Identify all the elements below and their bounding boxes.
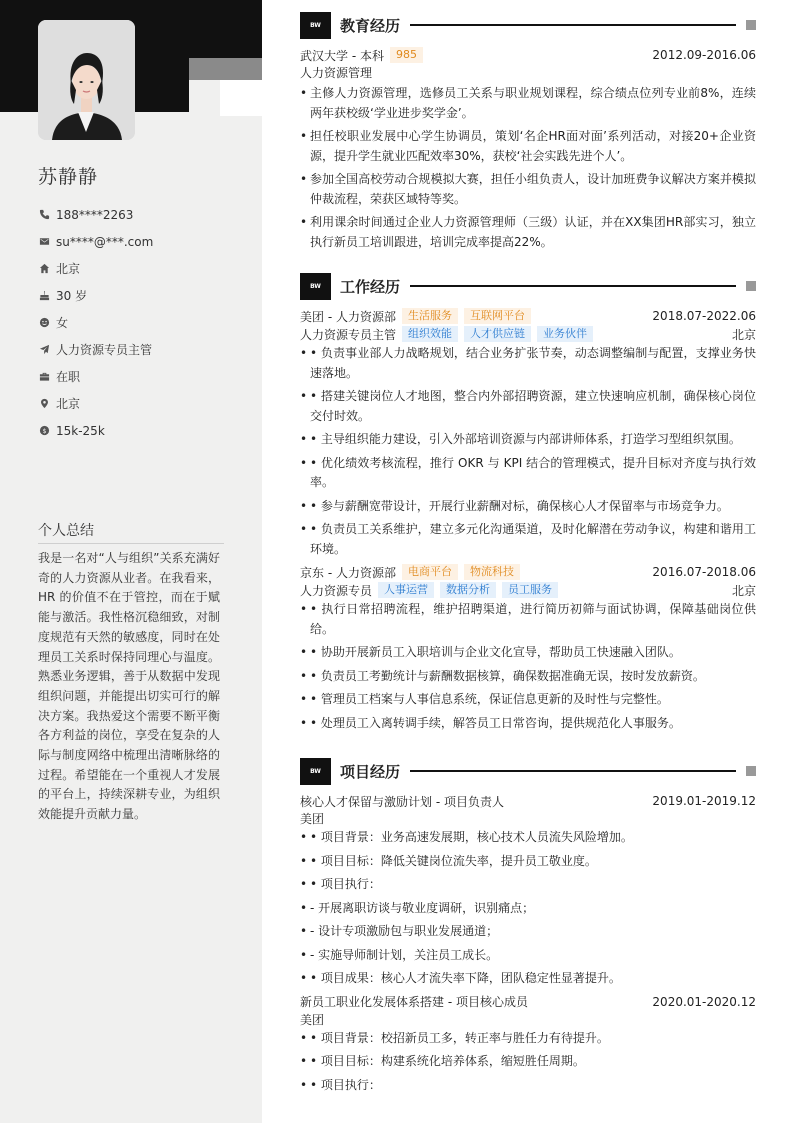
- summary-text: 我是一名对“人与组织”关系充满好奇的人力资源从业者。在我看来，HR 的价值不在于管控，而在于赋能与激活。我性格沉稳细致，对制度规范有天然的敏感度，同时在处理员工关系时保持同理心与温度。熟悉业务逻辑，善于从数据中发现组织问题，并能提出切实可行的解决方案。我热爱这个需要不断平衡各方利益的岗位，享受在复杂的人际与制度网络中梳理出清晰脉络的过程。希望能在一个重视人才发展的平台上，持续深耕专业，为组织效能提升贡献力量。: [38, 551, 220, 822]
- email-text: su****@***.com: [56, 234, 154, 249]
- project-bullets: [300, 828, 756, 989]
- list-item: • 主修人力资源管理，选修员工关系与职业规划课程，综合绩点位列专业前8%，连续两年获校级‘学业进步奖学金’。: [300, 84, 756, 123]
- position-tag: 组织效能: [402, 326, 458, 342]
- cake-icon: [38, 290, 50, 302]
- status-text: 在职: [56, 370, 81, 384]
- job-date: 2018.07-2022.06: [652, 309, 756, 323]
- school-tag: 985: [390, 47, 423, 63]
- major: 人力资源管理: [300, 66, 373, 80]
- project-org: 美团: [300, 812, 325, 826]
- svg-text:$: $: [41, 426, 47, 435]
- education-bullets: [300, 84, 756, 252]
- list-item: • 担任校职业发展中心学生协调员，策划‘名企HR面对面’系列活动，对接20+企业资源，提升学生就业匹配效率30%，获校‘社会实践先进个人’。: [300, 127, 756, 166]
- project-bullets: [300, 1029, 756, 1096]
- education-date: 2012.09-2016.06: [652, 48, 756, 62]
- info-position: [38, 336, 248, 363]
- section-header: [300, 272, 756, 300]
- job-position: 人力资源专员主管: [300, 327, 397, 342]
- project-entry: [300, 993, 756, 1096]
- job-bullets: [300, 344, 756, 559]
- project-header: [300, 792, 756, 810]
- section-divider: [410, 770, 736, 772]
- list-item: • • 参与薪酬宽带设计，开展行业薪酬对标，确保核心人才保留率与市场竞争力。: [300, 497, 756, 517]
- list-item: • • 优化绩效考核流程，推行 OKR 与 KPI 结合的管理模式，提升目标对齐度与执行效率。: [300, 454, 756, 493]
- list-item: • • 项目成果：核心人才流失率下降，团队稳定性显著提升。: [300, 969, 756, 989]
- info-city: [38, 390, 248, 417]
- profile-photo: [38, 20, 135, 140]
- project-entry: [300, 792, 756, 989]
- list-item: • • 搭建关键岗位人才地图，整合内外部招聘资源，建立快速响应机制，确保核心岗位交付时效。: [300, 387, 756, 426]
- residence-text: 北京: [56, 262, 81, 276]
- project-org: 美团: [300, 1012, 325, 1027]
- section-divider: [410, 24, 736, 26]
- job-entry: [300, 307, 756, 559]
- sidebar: [0, 0, 262, 1123]
- section-title: 教育经历: [340, 16, 401, 35]
- list-item: • • 负责员工考勤统计与薪酬数据核算，确保数据准确无误，按时发放薪资。: [300, 667, 756, 687]
- project-name: 新员工职业化发展体系搭建 - 项目核心成员: [300, 995, 528, 1009]
- list-item: • • 负责员工关系维护，建立多元化沟通渠道，及时化解潜在劳动争议，构建和谐用工环境。: [300, 520, 756, 559]
- accent-block: [189, 58, 262, 80]
- project-header: [300, 993, 756, 1011]
- list-item: • • 管理员工档案与人事信息系统，保证信息更新的及时性与完整性。: [300, 690, 756, 710]
- age-text: 30 岁: [56, 289, 88, 303]
- candidate-name: 苏静静: [38, 166, 99, 188]
- info-phone: [38, 201, 248, 228]
- location-icon: [38, 398, 50, 410]
- company-tag: 物流科技: [464, 564, 520, 580]
- list-item: • • 执行日常招聘流程，维护招聘渠道，进行简历初筛与面试协调，保障基础岗位供给。: [300, 600, 756, 639]
- job-position-row: [300, 325, 756, 343]
- company-name: 美团 - 人力资源部: [300, 309, 396, 324]
- contact-info: [38, 201, 248, 444]
- list-item: • • 项目目标：构建系统化培养体系，缩短胜任周期。: [300, 1052, 756, 1072]
- project-date: 2020.01-2020.12: [652, 994, 756, 1009]
- list-item: • • 协助开展新员工入职培训与企业文化宣导，帮助员工快速融入团队。: [300, 643, 756, 663]
- info-gender: [38, 309, 248, 336]
- job-position: 人力资源专员: [300, 583, 373, 598]
- salary-text: 15k-25k: [56, 423, 105, 438]
- list-item: • • 主导组织能力建设，引入外部培训资源与内部讲师体系，打造学习型组织氛围。: [300, 430, 756, 450]
- section-marker: [746, 20, 756, 30]
- section-header: [300, 757, 756, 785]
- company-tag: 互联网平台: [464, 308, 531, 324]
- job-city: 北京: [731, 583, 756, 598]
- city-text: 北京: [56, 397, 81, 411]
- briefcase-icon: [38, 371, 50, 383]
- phone-text: 188****2263: [56, 207, 134, 222]
- position-tag: 人事运营: [378, 582, 434, 598]
- list-item: • • 项目执行：: [300, 1076, 756, 1096]
- section-logo: BW: [300, 273, 331, 300]
- list-item: • • 处理员工入离转调手续，解答员工日常咨询，提供规范化人事服务。: [300, 714, 756, 734]
- education-row: [300, 46, 756, 64]
- section-header: [300, 11, 756, 39]
- info-salary: [38, 417, 248, 444]
- job-date: 2016.07-2018.06: [652, 565, 756, 579]
- accent-block: [220, 80, 262, 116]
- section-title: 项目经历: [340, 762, 401, 781]
- list-item: • • 项目执行：: [300, 875, 756, 895]
- list-item: • 利用课余时间通过企业人力资源管理师（三级）认证，并在XX集团HR部实习，独立执行新员工培训跟进，培训完成率提高22%。: [300, 213, 756, 252]
- list-item: • - 开展离职访谈与敬业度调研，识别痛点；: [300, 899, 756, 919]
- gender-text: 女: [56, 316, 69, 330]
- project-name: 核心人才保留与激励计划 - 项目负责人: [300, 794, 504, 809]
- position-text: 人力资源专员主管: [56, 343, 153, 357]
- job-city: 北京: [731, 327, 756, 342]
- company-tag: 电商平台: [402, 564, 458, 580]
- info-residence: [38, 255, 248, 282]
- home-icon: [38, 263, 50, 275]
- position-tag: 数据分析: [440, 582, 496, 598]
- list-item: • • 负责事业部人力战略规划，结合业务扩张节奏，动态调整编制与配置，支撑业务快速落地。: [300, 344, 756, 383]
- section-title: 工作经历: [340, 277, 401, 296]
- info-age: [38, 282, 248, 309]
- section-marker: [746, 766, 756, 776]
- list-item: • - 实施导师制计划，关注员工成长。: [300, 946, 756, 966]
- section-marker: [746, 281, 756, 291]
- job-header: [300, 307, 756, 325]
- project-date: 2019.01-2019.12: [652, 794, 756, 808]
- job-header: [300, 563, 756, 581]
- list-item: • - 设计专项激励包与职业发展通道；: [300, 922, 756, 942]
- list-item: • • 项目背景：校招新员工多，转正率与胜任力有待提升。: [300, 1029, 756, 1049]
- list-item: • 参加全国高校劳动合规模拟大赛，担任小组负责人，设计加班费争议解决方案并模拟仲裁流程，荣获区域特等奖。: [300, 170, 756, 209]
- education-section: [300, 11, 756, 256]
- section-logo: BW: [300, 758, 331, 785]
- phone-icon: [38, 209, 50, 221]
- section-logo: BW: [300, 12, 331, 39]
- company-name: 京东 - 人力资源部: [300, 565, 396, 580]
- gender-icon: [38, 317, 50, 329]
- salary-icon: [38, 425, 50, 437]
- school-name: 武汉大学 - 本科: [300, 48, 384, 63]
- mail-icon: [38, 236, 50, 248]
- info-status: [38, 363, 248, 390]
- list-item: • • 项目背景：业务高速发展期，核心技术人员流失风险增加。: [300, 828, 756, 848]
- job-bullets: [300, 600, 756, 733]
- company-tag: 生活服务: [402, 308, 458, 324]
- position-tag: 业务伙伴: [537, 326, 593, 342]
- job-entry: [300, 563, 756, 733]
- info-email: [38, 228, 248, 255]
- projects-section: [300, 757, 756, 1099]
- list-item: • • 项目目标：降低关键岗位流失率，提升员工敬业度。: [300, 852, 756, 872]
- summary-title: 个人总结: [38, 520, 224, 544]
- section-divider: [410, 285, 736, 287]
- job-position-row: [300, 581, 756, 599]
- work-section: [300, 272, 756, 737]
- position-tag: 人才供应链: [464, 326, 531, 342]
- send-icon: [38, 344, 50, 356]
- position-tag: 员工服务: [502, 582, 558, 598]
